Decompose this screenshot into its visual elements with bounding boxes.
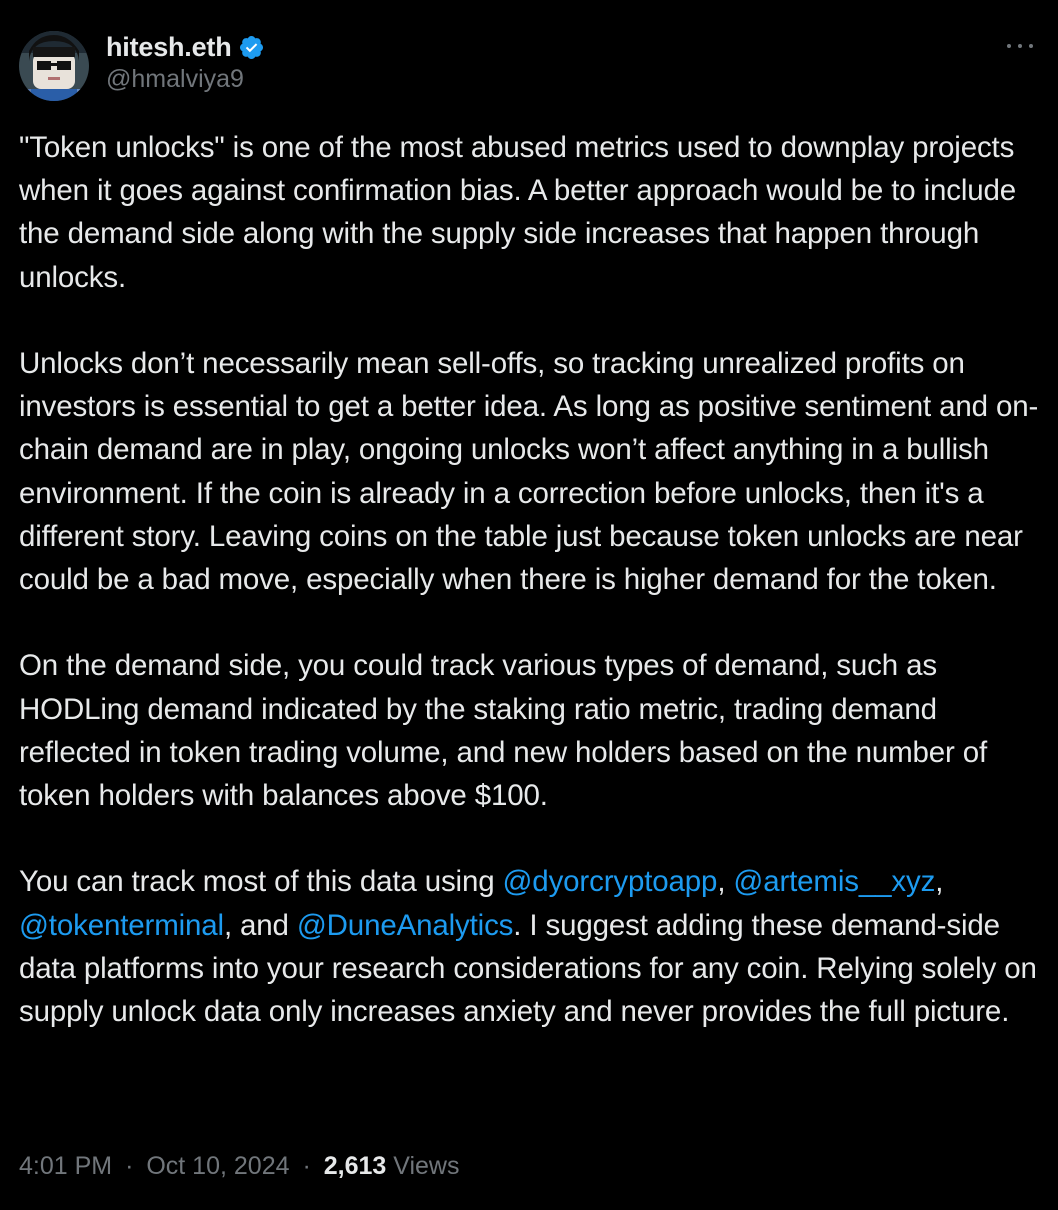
mention-link[interactable]: @tokenterminal	[19, 908, 224, 942]
avatar-image	[19, 31, 89, 101]
tweet-text-segment: , and	[223, 908, 297, 942]
meta-separator: ·	[302, 1152, 311, 1180]
tweet-text-segment: "Token unlocks" is one of the most abused metrics used to downplay projects when it goes against confirmation bias. A better approach would be to include the demand side along with the supply side increases that happen through unlocks.	[19, 131, 1017, 294]
tweet-metadata	[19, 1152, 460, 1181]
verified-badge-icon	[238, 34, 265, 61]
more-options-button[interactable]	[1004, 34, 1036, 58]
tweet-text-segment: ,	[717, 865, 734, 899]
tweet-time[interactable]: 4:01 PM	[19, 1152, 113, 1180]
tweet-text-segment: . I suggest adding these demand-side data platforms into your research considerations for any coin. Relying solely on supply unlock data only increases anxiety and never provides the full picture.	[19, 908, 1037, 1029]
author-handle[interactable]: @hmalviya9	[106, 65, 244, 93]
mention-link[interactable]: @artemis__xyz	[733, 865, 936, 899]
meta-separator: ·	[125, 1152, 134, 1180]
mention-link[interactable]: @DuneAnalytics	[296, 908, 514, 942]
author-info	[106, 30, 265, 94]
tweet-text-segment: You can track most of this data using	[19, 865, 503, 899]
tweet-paragraph	[19, 126, 1049, 299]
tweet-text-segment: On the demand side, you could track various types of demand, such as HODLing demand indicated by the staking ratio metric, trading demand reflected in token trading volume, and new holders based on the number of token holders with balances above $100.	[19, 649, 988, 813]
views-label: Views	[393, 1152, 460, 1180]
tweet-text-segment: Unlocks don’t necessarily mean sell-offs, so tracking unrealized profits on investors is essential to get a better idea. As long as positive sentiment and on-chain demand are in play, ongoing unlocks won’t affect anything in a bullish environment. If the coin is already in a correction before unlocks, then it's a different story. Leaving coins on the table just because token unlocks are near could be a bad move, especially when there is higher demand for the token.	[19, 347, 1039, 597]
tweet-date[interactable]: Oct 10, 2024	[146, 1152, 290, 1180]
tweet-paragraph	[19, 342, 1049, 601]
tweet-paragraph	[19, 860, 1049, 1033]
more-horizontal-icon	[1007, 44, 1011, 48]
tweet-text	[19, 126, 1049, 1033]
views-count[interactable]: 2,613	[323, 1152, 387, 1180]
author-display-name[interactable]: hitesh.eth	[106, 31, 232, 62]
tweet-text-segment: ,	[935, 865, 944, 899]
avatar[interactable]	[19, 31, 89, 101]
mention-link[interactable]: @dyorcryptoapp	[502, 865, 718, 899]
tweet-paragraph	[19, 644, 1049, 817]
